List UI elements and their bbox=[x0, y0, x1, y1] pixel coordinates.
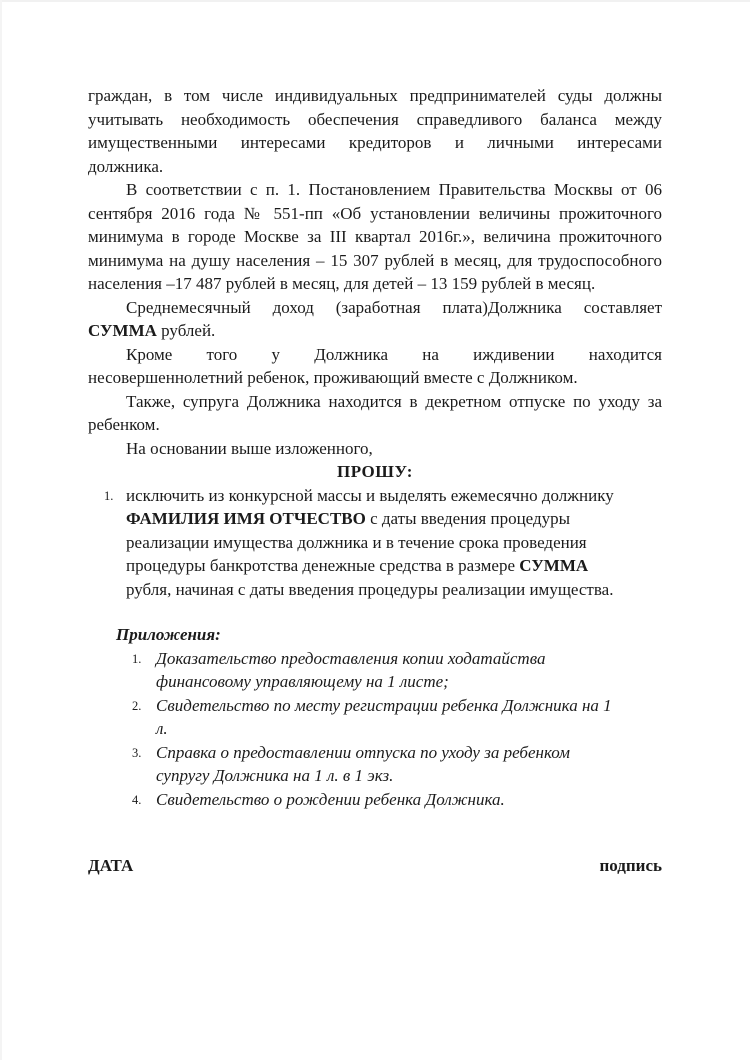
date-placeholder: ДАТА bbox=[88, 856, 134, 875]
scan-edge-top bbox=[0, 0, 750, 2]
text-line: граждан, в том числе индивидуальных предпринимателей суды должны bbox=[88, 86, 662, 105]
paragraph-dependent-child bbox=[88, 343, 662, 390]
paragraph-monthly-income bbox=[88, 296, 662, 343]
sum-placeholder: СУММА bbox=[88, 321, 157, 340]
attachment-item bbox=[88, 647, 662, 694]
text-line bbox=[126, 554, 662, 578]
text-line bbox=[126, 507, 662, 531]
attachment-item bbox=[88, 694, 662, 741]
text-line: Среднемесячный доход (заработная плата)Должника составляет bbox=[126, 297, 662, 317]
text-line: рубля, начиная с даты введения процедуры реализации имущества. bbox=[126, 579, 614, 599]
text-line: В соответствии с п. 1. Постановлением Правительства Москвы от 06 bbox=[126, 180, 662, 199]
text-line: учитывать необходимость обеспечения справедливого баланса между bbox=[88, 109, 662, 129]
text-line: населения –17 487 рублей в месяц, для детей – 13 159 рублей в месяц. bbox=[88, 274, 596, 293]
text-line: минимума на душу населения – 15 307 рублей в месяц, для трудоспособного bbox=[88, 250, 662, 270]
text-line: минимума в городе Москве за III квартал 2016г.», величина прожиточного bbox=[88, 227, 662, 246]
text-span: с даты введения процедуры bbox=[365, 509, 571, 528]
scan-edge-left bbox=[0, 0, 2, 1060]
attachment-number: 2. bbox=[132, 698, 142, 713]
text-line: Свидетельство о рождении ребенка Должника. bbox=[156, 789, 505, 809]
text-line: финансовому управляющему на 1 листе; bbox=[156, 672, 449, 691]
text-line: должника. bbox=[88, 156, 164, 176]
text-span: процедуры банкротства денежные средства в размере bbox=[126, 556, 520, 575]
document-body bbox=[88, 84, 662, 812]
paragraph-spouse-maternity-leave bbox=[88, 390, 662, 437]
text-line: сентября 2016 года № 551-пп «Об установлении величины прожиточного bbox=[88, 203, 662, 223]
text-line: Свидетельство по месту регистрации ребенка Должника на 1 bbox=[156, 695, 612, 715]
text-line: имущественными интересами кредиторов и личными интересами bbox=[88, 133, 662, 152]
full-name-placeholder: ФАМИЛИЯ ИМЯ ОТЧЕСТВО bbox=[126, 509, 366, 528]
text-line bbox=[88, 319, 662, 343]
text-line: супругу Должника на 1 л. в 1 экз. bbox=[156, 766, 394, 785]
attachment-text bbox=[156, 647, 634, 694]
text-line: ребенком. bbox=[88, 415, 160, 434]
attachments-section bbox=[88, 623, 662, 812]
paragraph-living-wage-decree bbox=[88, 178, 662, 296]
request-item-number: 1. bbox=[104, 488, 114, 503]
text-span: рублей. bbox=[156, 321, 216, 340]
paragraph-balance-of-interests bbox=[88, 84, 662, 178]
text-line: Справка о предоставлении отпуска по уходу за ребенком bbox=[156, 742, 570, 762]
attachment-text bbox=[156, 741, 634, 788]
attachment-item bbox=[88, 788, 662, 813]
attachment-text bbox=[156, 694, 634, 741]
attachments-title: Приложения: bbox=[116, 625, 221, 644]
paragraph-based-on-above: На основании выше изложенного, bbox=[126, 438, 373, 458]
footer-row bbox=[88, 856, 662, 876]
text-line: л. bbox=[156, 719, 168, 738]
text-line: реализации имущества должника и в течение срока проведения bbox=[126, 532, 587, 552]
text-line: Доказательство предоставления копии ходатайства bbox=[156, 648, 546, 668]
request-item-1 bbox=[88, 484, 662, 602]
attachment-number: 1. bbox=[132, 651, 142, 666]
text-line: несовершеннолетний ребенок, проживающий вместе с Должником. bbox=[88, 368, 578, 387]
text-line: Также, супруга Должника находится в декретном отпуске по уходу за bbox=[126, 391, 662, 411]
attachment-number: 3. bbox=[132, 745, 142, 760]
request-heading: ПРОШУ: bbox=[337, 462, 413, 481]
signature-placeholder: подпись bbox=[599, 856, 662, 875]
text-line: исключить из конкурсной массы и выделять ежемесячно должнику bbox=[126, 485, 614, 505]
attachment-number: 4. bbox=[132, 792, 142, 807]
attachment-text bbox=[156, 788, 634, 813]
text-line: Кроме того у Должника на иждивении находится bbox=[126, 344, 662, 364]
sum-placeholder: СУММА bbox=[519, 556, 589, 575]
request-item-text bbox=[126, 484, 662, 602]
attachment-item bbox=[88, 741, 662, 788]
